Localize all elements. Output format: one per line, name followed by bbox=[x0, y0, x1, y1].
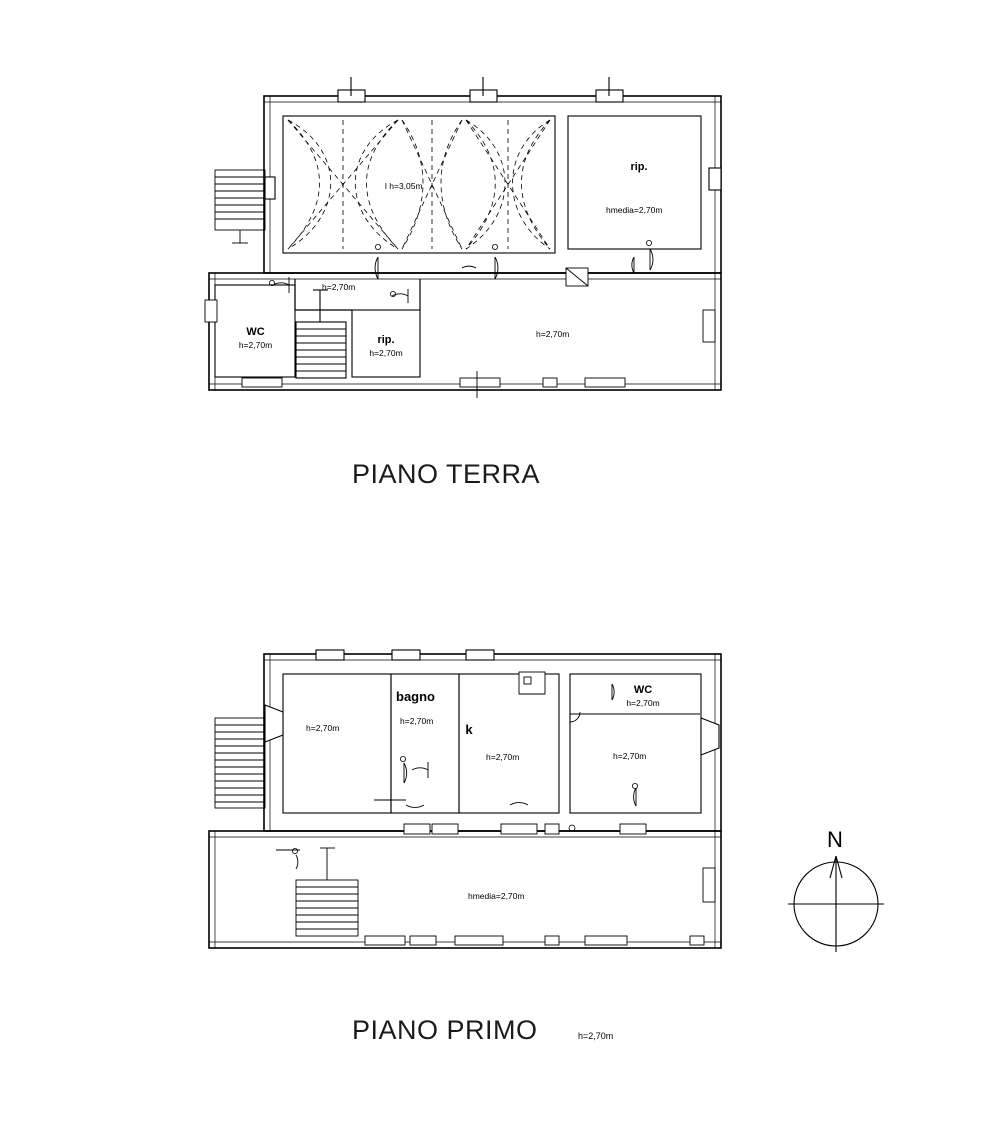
corridoio-height-label: h=2,70m bbox=[322, 282, 356, 292]
room-name-k: k bbox=[465, 722, 473, 737]
room-name-wc-ground: WC bbox=[246, 326, 265, 338]
portico-height-label: l h=3,05m bbox=[385, 181, 423, 191]
room-label-k bbox=[459, 721, 479, 739]
room-name-bagno: bagno bbox=[396, 689, 435, 704]
camera-height-label: h=2,70m bbox=[306, 723, 340, 733]
room-name-wc-first: WC bbox=[633, 684, 653, 696]
rip-upper-height-label: hmedia=2,70m bbox=[606, 205, 663, 215]
rip-lower-height-label: h=2,70m bbox=[369, 347, 403, 358]
north-arrow bbox=[789, 827, 889, 962]
piano-terra-title: PIANO TERRA bbox=[352, 459, 541, 489]
k-height-label: h=2,70m bbox=[486, 752, 520, 762]
room-label-rip-upper bbox=[600, 160, 678, 175]
piano-primo-extra-note: h=2,70m bbox=[578, 1031, 614, 1041]
room-label-rip-lower bbox=[358, 333, 414, 359]
soggiorno-height-label: h=2,70m bbox=[536, 329, 570, 339]
bagno-height-label: h=2,70m bbox=[400, 716, 434, 726]
room-label-wc-ground bbox=[228, 325, 283, 351]
piano-primo-title: PIANO PRIMO bbox=[352, 1015, 538, 1045]
camera2-height-label: h=2,70m bbox=[613, 751, 647, 761]
room-label-bagno bbox=[396, 688, 456, 706]
room-name-rip-upper: rip. bbox=[630, 161, 648, 173]
room-label-wc-first bbox=[620, 683, 666, 709]
locale-inferiore-height-label: hmedia=2,70m bbox=[468, 891, 525, 901]
north-label: N bbox=[827, 827, 843, 852]
wc-ground-height-label: h=2,70m bbox=[238, 339, 273, 350]
wc-first-height-label: h=2,70m bbox=[626, 697, 660, 708]
room-name-rip-lower: rip. bbox=[377, 334, 395, 346]
